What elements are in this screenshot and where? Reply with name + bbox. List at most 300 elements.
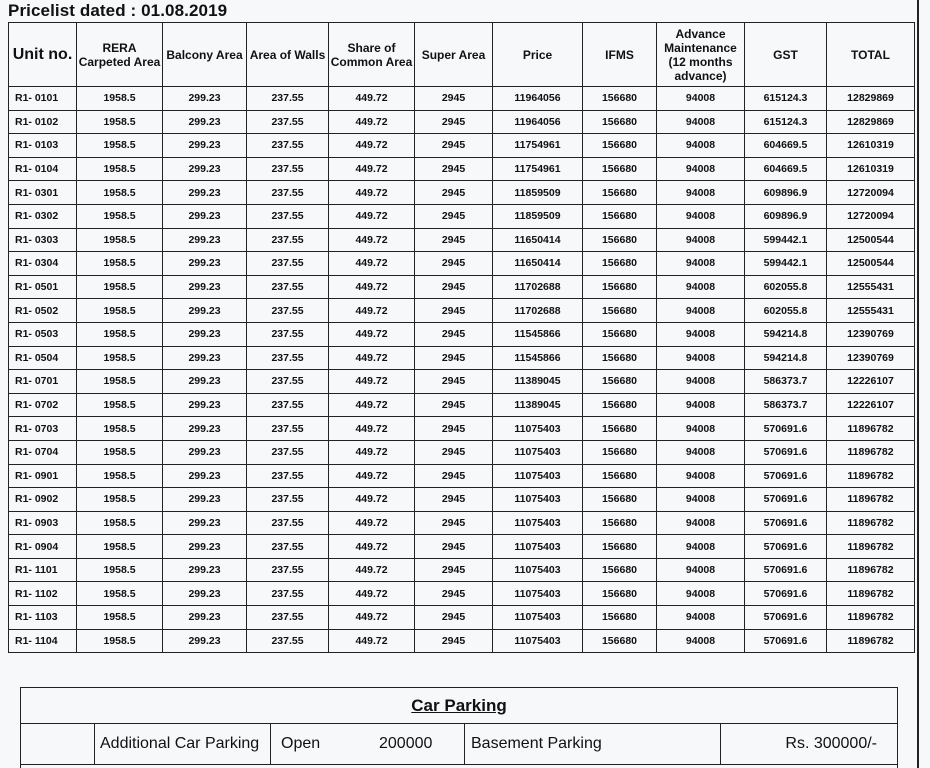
cell-rera-carpeted-area: 1958.5 bbox=[77, 606, 163, 630]
cell-area-of-walls: 237.55 bbox=[247, 204, 329, 228]
cell-advance-maintenance: 94008 bbox=[657, 204, 745, 228]
cell-super-area: 2945 bbox=[415, 228, 493, 252]
cell-balcony-area: 299.23 bbox=[163, 181, 247, 205]
cell-advance-maintenance: 94008 bbox=[657, 252, 745, 276]
cell-ifms: 156680 bbox=[583, 322, 657, 346]
cell-balcony-area: 299.23 bbox=[163, 370, 247, 394]
cell-area-of-walls: 237.55 bbox=[247, 535, 329, 559]
cell-balcony-area: 299.23 bbox=[163, 110, 247, 134]
header-rera-carpeted-area: RERA Carpeted Area bbox=[77, 23, 163, 87]
cell-price: 11545866 bbox=[493, 346, 583, 370]
cell-total: 11896782 bbox=[827, 535, 915, 559]
cell-unit-no: R1- 0702 bbox=[9, 393, 77, 417]
cell-gst: 615124.3 bbox=[745, 87, 827, 111]
table-row bbox=[9, 181, 915, 205]
cell-balcony-area: 299.23 bbox=[163, 558, 247, 582]
cell-balcony-area: 299.23 bbox=[163, 488, 247, 512]
cell-advance-maintenance: 94008 bbox=[657, 228, 745, 252]
cell-advance-maintenance: 94008 bbox=[657, 558, 745, 582]
cell-unit-no: R1- 0504 bbox=[9, 346, 77, 370]
cell-ifms: 156680 bbox=[583, 582, 657, 606]
cell-share-of-common-area: 449.72 bbox=[329, 488, 415, 512]
cell-gst: 570691.6 bbox=[745, 558, 827, 582]
table-row bbox=[9, 87, 915, 111]
cell-area-of-walls: 237.55 bbox=[247, 488, 329, 512]
cell-unit-no: R1- 0901 bbox=[9, 464, 77, 488]
cell-ifms: 156680 bbox=[583, 606, 657, 630]
cell-unit-no: R1- 0703 bbox=[9, 417, 77, 441]
cell-unit-no: R1- 0304 bbox=[9, 252, 77, 276]
cell-unit-no: R1- 0102 bbox=[9, 110, 77, 134]
cell-area-of-walls: 237.55 bbox=[247, 440, 329, 464]
cell-area-of-walls: 237.55 bbox=[247, 87, 329, 111]
cell-area-of-walls: 237.55 bbox=[247, 157, 329, 181]
cell-advance-maintenance: 94008 bbox=[657, 629, 745, 653]
cell-rera-carpeted-area: 1958.5 bbox=[77, 488, 163, 512]
cell-total: 12226107 bbox=[827, 370, 915, 394]
cell-gst: 594214.8 bbox=[745, 322, 827, 346]
cell-total: 12500544 bbox=[827, 252, 915, 276]
cell-gst: 570691.6 bbox=[745, 464, 827, 488]
cell-area-of-walls: 237.55 bbox=[247, 511, 329, 535]
cell-gst: 586373.7 bbox=[745, 370, 827, 394]
cell-gst: 570691.6 bbox=[745, 582, 827, 606]
header-total: TOTAL bbox=[827, 23, 915, 87]
cell-unit-no: R1- 0302 bbox=[9, 204, 77, 228]
cell-area-of-walls: 237.55 bbox=[247, 370, 329, 394]
cell-super-area: 2945 bbox=[415, 322, 493, 346]
cell-super-area: 2945 bbox=[415, 511, 493, 535]
cell-price: 11075403 bbox=[493, 464, 583, 488]
cell-price: 11075403 bbox=[493, 606, 583, 630]
cell-unit-no: R1- 0701 bbox=[9, 370, 77, 394]
cell-share-of-common-area: 449.72 bbox=[329, 204, 415, 228]
cell-advance-maintenance: 94008 bbox=[657, 370, 745, 394]
table-row bbox=[9, 134, 915, 158]
cell-rera-carpeted-area: 1958.5 bbox=[77, 393, 163, 417]
table-row bbox=[9, 275, 915, 299]
cell-price: 11075403 bbox=[493, 488, 583, 512]
table-row bbox=[9, 228, 915, 252]
cell-total: 11896782 bbox=[827, 558, 915, 582]
cell-share-of-common-area: 449.72 bbox=[329, 440, 415, 464]
open-parking-amount: 200000 bbox=[351, 724, 465, 764]
cell-area-of-walls: 237.55 bbox=[247, 322, 329, 346]
cell-super-area: 2945 bbox=[415, 275, 493, 299]
cell-gst: 586373.7 bbox=[745, 393, 827, 417]
cell-total: 11896782 bbox=[827, 417, 915, 441]
cell-price: 11859509 bbox=[493, 204, 583, 228]
cell-share-of-common-area: 449.72 bbox=[329, 275, 415, 299]
cell-balcony-area: 299.23 bbox=[163, 417, 247, 441]
cell-total: 11896782 bbox=[827, 582, 915, 606]
cell-balcony-area: 299.23 bbox=[163, 511, 247, 535]
pricelist-title: Pricelist dated : 01.08.2019 bbox=[8, 1, 228, 20]
cell-super-area: 2945 bbox=[415, 440, 493, 464]
cell-area-of-walls: 237.55 bbox=[247, 346, 329, 370]
cell-price: 11389045 bbox=[493, 370, 583, 394]
cell-total: 11896782 bbox=[827, 629, 915, 653]
cell-super-area: 2945 bbox=[415, 417, 493, 441]
cell-share-of-common-area: 449.72 bbox=[329, 393, 415, 417]
cell-share-of-common-area: 449.72 bbox=[329, 157, 415, 181]
cell-balcony-area: 299.23 bbox=[163, 87, 247, 111]
cell-gst: 609896.9 bbox=[745, 181, 827, 205]
header-row bbox=[9, 23, 915, 87]
cell-ifms: 156680 bbox=[583, 393, 657, 417]
cell-unit-no: R1- 0704 bbox=[9, 440, 77, 464]
cell-rera-carpeted-area: 1958.5 bbox=[77, 299, 163, 323]
table-row bbox=[9, 299, 915, 323]
table-row bbox=[9, 535, 915, 559]
table-row bbox=[9, 464, 915, 488]
cell-gst: 570691.6 bbox=[745, 629, 827, 653]
cell-total: 12829869 bbox=[827, 110, 915, 134]
cell-rera-carpeted-area: 1958.5 bbox=[77, 181, 163, 205]
cell-ifms: 156680 bbox=[583, 629, 657, 653]
cell-share-of-common-area: 449.72 bbox=[329, 322, 415, 346]
cell-gst: 609896.9 bbox=[745, 204, 827, 228]
cell-ifms: 156680 bbox=[583, 228, 657, 252]
cell-super-area: 2945 bbox=[415, 252, 493, 276]
cell-share-of-common-area: 449.72 bbox=[329, 582, 415, 606]
cell-unit-no: R1- 0503 bbox=[9, 322, 77, 346]
cell-super-area: 2945 bbox=[415, 558, 493, 582]
cell-unit-no: R1- 0904 bbox=[9, 535, 77, 559]
cell-gst: 570691.6 bbox=[745, 606, 827, 630]
cell-share-of-common-area: 449.72 bbox=[329, 228, 415, 252]
cell-share-of-common-area: 449.72 bbox=[329, 558, 415, 582]
cell-balcony-area: 299.23 bbox=[163, 464, 247, 488]
cell-gst: 570691.6 bbox=[745, 488, 827, 512]
cell-super-area: 2945 bbox=[415, 157, 493, 181]
cell-share-of-common-area: 449.72 bbox=[329, 464, 415, 488]
cell-advance-maintenance: 94008 bbox=[657, 110, 745, 134]
table-row bbox=[9, 440, 915, 464]
cell-rera-carpeted-area: 1958.5 bbox=[77, 157, 163, 181]
cell-ifms: 156680 bbox=[583, 299, 657, 323]
cell-ifms: 156680 bbox=[583, 558, 657, 582]
cell-gst: 594214.8 bbox=[745, 346, 827, 370]
cell-balcony-area: 299.23 bbox=[163, 629, 247, 653]
cell-advance-maintenance: 94008 bbox=[657, 346, 745, 370]
header-area-of-walls: Area of Walls bbox=[247, 23, 329, 87]
cell-gst: 570691.6 bbox=[745, 535, 827, 559]
cell-balcony-area: 299.23 bbox=[163, 228, 247, 252]
basement-parking-amount: Rs. 300000/- bbox=[785, 735, 877, 752]
open-parking-label: Open bbox=[281, 735, 321, 752]
cell-advance-maintenance: 94008 bbox=[657, 582, 745, 606]
cell-advance-maintenance: 94008 bbox=[657, 299, 745, 323]
cell-area-of-walls: 237.55 bbox=[247, 393, 329, 417]
cell-share-of-common-area: 449.72 bbox=[329, 252, 415, 276]
cell-rera-carpeted-area: 1958.5 bbox=[77, 440, 163, 464]
table-row bbox=[9, 157, 915, 181]
table-row bbox=[9, 558, 915, 582]
header-gst: GST bbox=[745, 23, 827, 87]
cell-rera-carpeted-area: 1958.5 bbox=[77, 464, 163, 488]
cell-rera-carpeted-area: 1958.5 bbox=[77, 346, 163, 370]
cell-rera-carpeted-area: 1958.5 bbox=[77, 370, 163, 394]
cell-total: 12555431 bbox=[827, 299, 915, 323]
cell-price: 11075403 bbox=[493, 558, 583, 582]
cell-super-area: 2945 bbox=[415, 87, 493, 111]
cell-super-area: 2945 bbox=[415, 606, 493, 630]
cell-total: 11896782 bbox=[827, 511, 915, 535]
cell-balcony-area: 299.23 bbox=[163, 157, 247, 181]
cell-unit-no: R1- 1103 bbox=[9, 606, 77, 630]
table-row bbox=[9, 204, 915, 228]
cell-share-of-common-area: 449.72 bbox=[329, 535, 415, 559]
header-share-of-common-area: Share of Common Area bbox=[329, 23, 415, 87]
cell-super-area: 2945 bbox=[415, 110, 493, 134]
table-row bbox=[9, 393, 915, 417]
cell-balcony-area: 299.23 bbox=[163, 582, 247, 606]
cell-total: 11896782 bbox=[827, 440, 915, 464]
cell-super-area: 2945 bbox=[415, 535, 493, 559]
cell-super-area: 2945 bbox=[415, 346, 493, 370]
cell-gst: 570691.6 bbox=[745, 440, 827, 464]
cell-advance-maintenance: 94008 bbox=[657, 393, 745, 417]
cell-rera-carpeted-area: 1958.5 bbox=[77, 629, 163, 653]
header-price: Price bbox=[493, 23, 583, 87]
table-row bbox=[9, 629, 915, 653]
cell-price: 11075403 bbox=[493, 535, 583, 559]
cell-share-of-common-area: 449.72 bbox=[329, 346, 415, 370]
cell-ifms: 156680 bbox=[583, 252, 657, 276]
cell-super-area: 2945 bbox=[415, 134, 493, 158]
cell-gst: 615124.3 bbox=[745, 110, 827, 134]
cell-gst: 570691.6 bbox=[745, 417, 827, 441]
header-balcony-area: Balcony Area bbox=[163, 23, 247, 87]
cell-advance-maintenance: 94008 bbox=[657, 134, 745, 158]
cell-total: 12610319 bbox=[827, 134, 915, 158]
cell-price: 11859509 bbox=[493, 181, 583, 205]
cell-price: 11702688 bbox=[493, 275, 583, 299]
header-ifms: IFMS bbox=[583, 23, 657, 87]
cell-area-of-walls: 237.55 bbox=[247, 134, 329, 158]
table-row bbox=[9, 417, 915, 441]
cell-area-of-walls: 237.55 bbox=[247, 558, 329, 582]
cell-super-area: 2945 bbox=[415, 464, 493, 488]
cell-ifms: 156680 bbox=[583, 535, 657, 559]
cell-total: 12610319 bbox=[827, 157, 915, 181]
cell-rera-carpeted-area: 1958.5 bbox=[77, 134, 163, 158]
table-row bbox=[9, 606, 915, 630]
cell-balcony-area: 299.23 bbox=[163, 322, 247, 346]
cell-price: 11650414 bbox=[493, 228, 583, 252]
cell-total: 12720094 bbox=[827, 181, 915, 205]
cell-balcony-area: 299.23 bbox=[163, 440, 247, 464]
header-unit-no: Unit no. bbox=[9, 23, 77, 87]
cell-area-of-walls: 237.55 bbox=[247, 417, 329, 441]
cell-share-of-common-area: 449.72 bbox=[329, 511, 415, 535]
cell-share-of-common-area: 449.72 bbox=[329, 606, 415, 630]
cell-share-of-common-area: 449.72 bbox=[329, 87, 415, 111]
cell-ifms: 156680 bbox=[583, 440, 657, 464]
table-row bbox=[9, 322, 915, 346]
cell-share-of-common-area: 449.72 bbox=[329, 417, 415, 441]
cell-balcony-area: 299.23 bbox=[163, 252, 247, 276]
cell-unit-no: R1- 0103 bbox=[9, 134, 77, 158]
cell-price: 11075403 bbox=[493, 629, 583, 653]
parking-blank-cell bbox=[21, 724, 95, 764]
cell-rera-carpeted-area: 1958.5 bbox=[77, 204, 163, 228]
cell-unit-no: R1- 0903 bbox=[9, 511, 77, 535]
cell-price: 11650414 bbox=[493, 252, 583, 276]
cell-balcony-area: 299.23 bbox=[163, 204, 247, 228]
cell-unit-no: R1- 0303 bbox=[9, 228, 77, 252]
cell-advance-maintenance: 94008 bbox=[657, 181, 745, 205]
cell-price: 11075403 bbox=[493, 511, 583, 535]
cell-ifms: 156680 bbox=[583, 488, 657, 512]
cell-area-of-walls: 237.55 bbox=[247, 629, 329, 653]
cell-share-of-common-area: 449.72 bbox=[329, 134, 415, 158]
cell-super-area: 2945 bbox=[415, 629, 493, 653]
cell-advance-maintenance: 94008 bbox=[657, 535, 745, 559]
cell-unit-no: R1- 0501 bbox=[9, 275, 77, 299]
cell-balcony-area: 299.23 bbox=[163, 535, 247, 559]
cell-gst: 570691.6 bbox=[745, 511, 827, 535]
cell-area-of-walls: 237.55 bbox=[247, 110, 329, 134]
cell-ifms: 156680 bbox=[583, 87, 657, 111]
cell-super-area: 2945 bbox=[415, 299, 493, 323]
header-advance-maintenance: Advance Maintenance (12 months advance) bbox=[657, 23, 745, 87]
cell-unit-no: R1- 0502 bbox=[9, 299, 77, 323]
additional-car-parking-label: Additional Car Parking bbox=[95, 724, 271, 764]
table-row bbox=[9, 346, 915, 370]
cell-ifms: 156680 bbox=[583, 417, 657, 441]
cell-rera-carpeted-area: 1958.5 bbox=[77, 275, 163, 299]
cell-share-of-common-area: 449.72 bbox=[329, 181, 415, 205]
cell-balcony-area: 299.23 bbox=[163, 393, 247, 417]
cell-rera-carpeted-area: 1958.5 bbox=[77, 228, 163, 252]
cell-unit-no: R1- 0301 bbox=[9, 181, 77, 205]
cell-advance-maintenance: 94008 bbox=[657, 417, 745, 441]
cell-area-of-walls: 237.55 bbox=[247, 464, 329, 488]
cell-balcony-area: 299.23 bbox=[163, 346, 247, 370]
cell-ifms: 156680 bbox=[583, 464, 657, 488]
cell-total: 12829869 bbox=[827, 87, 915, 111]
cell-rera-carpeted-area: 1958.5 bbox=[77, 87, 163, 111]
cell-price: 11075403 bbox=[493, 582, 583, 606]
cell-total: 12226107 bbox=[827, 393, 915, 417]
cell-price: 11964056 bbox=[493, 110, 583, 134]
cell-total: 11896782 bbox=[827, 488, 915, 512]
cell-gst: 604669.5 bbox=[745, 157, 827, 181]
cell-advance-maintenance: 94008 bbox=[657, 606, 745, 630]
cell-advance-maintenance: 94008 bbox=[657, 511, 745, 535]
pricelist-body bbox=[9, 87, 915, 653]
cell-total: 12390769 bbox=[827, 346, 915, 370]
cell-price: 11389045 bbox=[493, 393, 583, 417]
cell-area-of-walls: 237.55 bbox=[247, 606, 329, 630]
cell-gst: 602055.8 bbox=[745, 275, 827, 299]
table-row bbox=[9, 370, 915, 394]
cell-area-of-walls: 237.55 bbox=[247, 228, 329, 252]
cell-gst: 602055.8 bbox=[745, 299, 827, 323]
car-parking-box bbox=[20, 687, 898, 768]
cell-area-of-walls: 237.55 bbox=[247, 181, 329, 205]
table-row bbox=[9, 110, 915, 134]
cell-area-of-walls: 237.55 bbox=[247, 582, 329, 606]
cell-rera-carpeted-area: 1958.5 bbox=[77, 322, 163, 346]
table-row bbox=[9, 252, 915, 276]
cell-price: 11964056 bbox=[493, 87, 583, 111]
cell-total: 12500544 bbox=[827, 228, 915, 252]
cell-total: 12720094 bbox=[827, 204, 915, 228]
cell-balcony-area: 299.23 bbox=[163, 134, 247, 158]
car-parking-row bbox=[21, 724, 897, 765]
cell-super-area: 2945 bbox=[415, 393, 493, 417]
cell-unit-no: R1- 1102 bbox=[9, 582, 77, 606]
cell-advance-maintenance: 94008 bbox=[657, 488, 745, 512]
cell-unit-no: R1- 0902 bbox=[9, 488, 77, 512]
table-row bbox=[9, 582, 915, 606]
header-super-area: Super Area bbox=[415, 23, 493, 87]
cell-advance-maintenance: 94008 bbox=[657, 464, 745, 488]
cell-balcony-area: 299.23 bbox=[163, 299, 247, 323]
cell-area-of-walls: 237.55 bbox=[247, 275, 329, 299]
cell-advance-maintenance: 94008 bbox=[657, 157, 745, 181]
car-parking-title: Car Parking bbox=[21, 688, 897, 724]
cell-share-of-common-area: 449.72 bbox=[329, 629, 415, 653]
cell-ifms: 156680 bbox=[583, 204, 657, 228]
cell-total: 11896782 bbox=[827, 606, 915, 630]
cell-advance-maintenance: 94008 bbox=[657, 440, 745, 464]
cell-ifms: 156680 bbox=[583, 275, 657, 299]
cell-ifms: 156680 bbox=[583, 346, 657, 370]
cell-price: 11754961 bbox=[493, 134, 583, 158]
cell-ifms: 156680 bbox=[583, 370, 657, 394]
table-row bbox=[9, 488, 915, 512]
cell-super-area: 2945 bbox=[415, 370, 493, 394]
cell-rera-carpeted-area: 1958.5 bbox=[77, 511, 163, 535]
cell-area-of-walls: 237.55 bbox=[247, 252, 329, 276]
basement-parking-label: Basement Parking bbox=[465, 724, 721, 764]
cell-advance-maintenance: 94008 bbox=[657, 87, 745, 111]
cell-gst: 599442.1 bbox=[745, 252, 827, 276]
cell-rera-carpeted-area: 1958.5 bbox=[77, 417, 163, 441]
cell-gst: 604669.5 bbox=[745, 134, 827, 158]
cell-price: 11702688 bbox=[493, 299, 583, 323]
cell-super-area: 2945 bbox=[415, 181, 493, 205]
cell-super-area: 2945 bbox=[415, 488, 493, 512]
cell-unit-no: R1- 1104 bbox=[9, 629, 77, 653]
cell-rera-carpeted-area: 1958.5 bbox=[77, 252, 163, 276]
cell-ifms: 156680 bbox=[583, 157, 657, 181]
cell-price: 11545866 bbox=[493, 322, 583, 346]
cell-rera-carpeted-area: 1958.5 bbox=[77, 582, 163, 606]
cell-price: 11075403 bbox=[493, 440, 583, 464]
cell-rera-carpeted-area: 1958.5 bbox=[77, 110, 163, 134]
cell-price: 11754961 bbox=[493, 157, 583, 181]
cell-balcony-area: 299.23 bbox=[163, 606, 247, 630]
cell-advance-maintenance: 94008 bbox=[657, 275, 745, 299]
cell-rera-carpeted-area: 1958.5 bbox=[77, 558, 163, 582]
cell-total: 12555431 bbox=[827, 275, 915, 299]
cell-balcony-area: 299.23 bbox=[163, 275, 247, 299]
pricelist-table bbox=[8, 22, 915, 653]
cell-advance-maintenance: 94008 bbox=[657, 322, 745, 346]
cell-share-of-common-area: 449.72 bbox=[329, 370, 415, 394]
cell-rera-carpeted-area: 1958.5 bbox=[77, 535, 163, 559]
cell-ifms: 156680 bbox=[583, 181, 657, 205]
table-row bbox=[9, 511, 915, 535]
cell-super-area: 2945 bbox=[415, 204, 493, 228]
cell-total: 12390769 bbox=[827, 322, 915, 346]
cell-price: 11075403 bbox=[493, 417, 583, 441]
